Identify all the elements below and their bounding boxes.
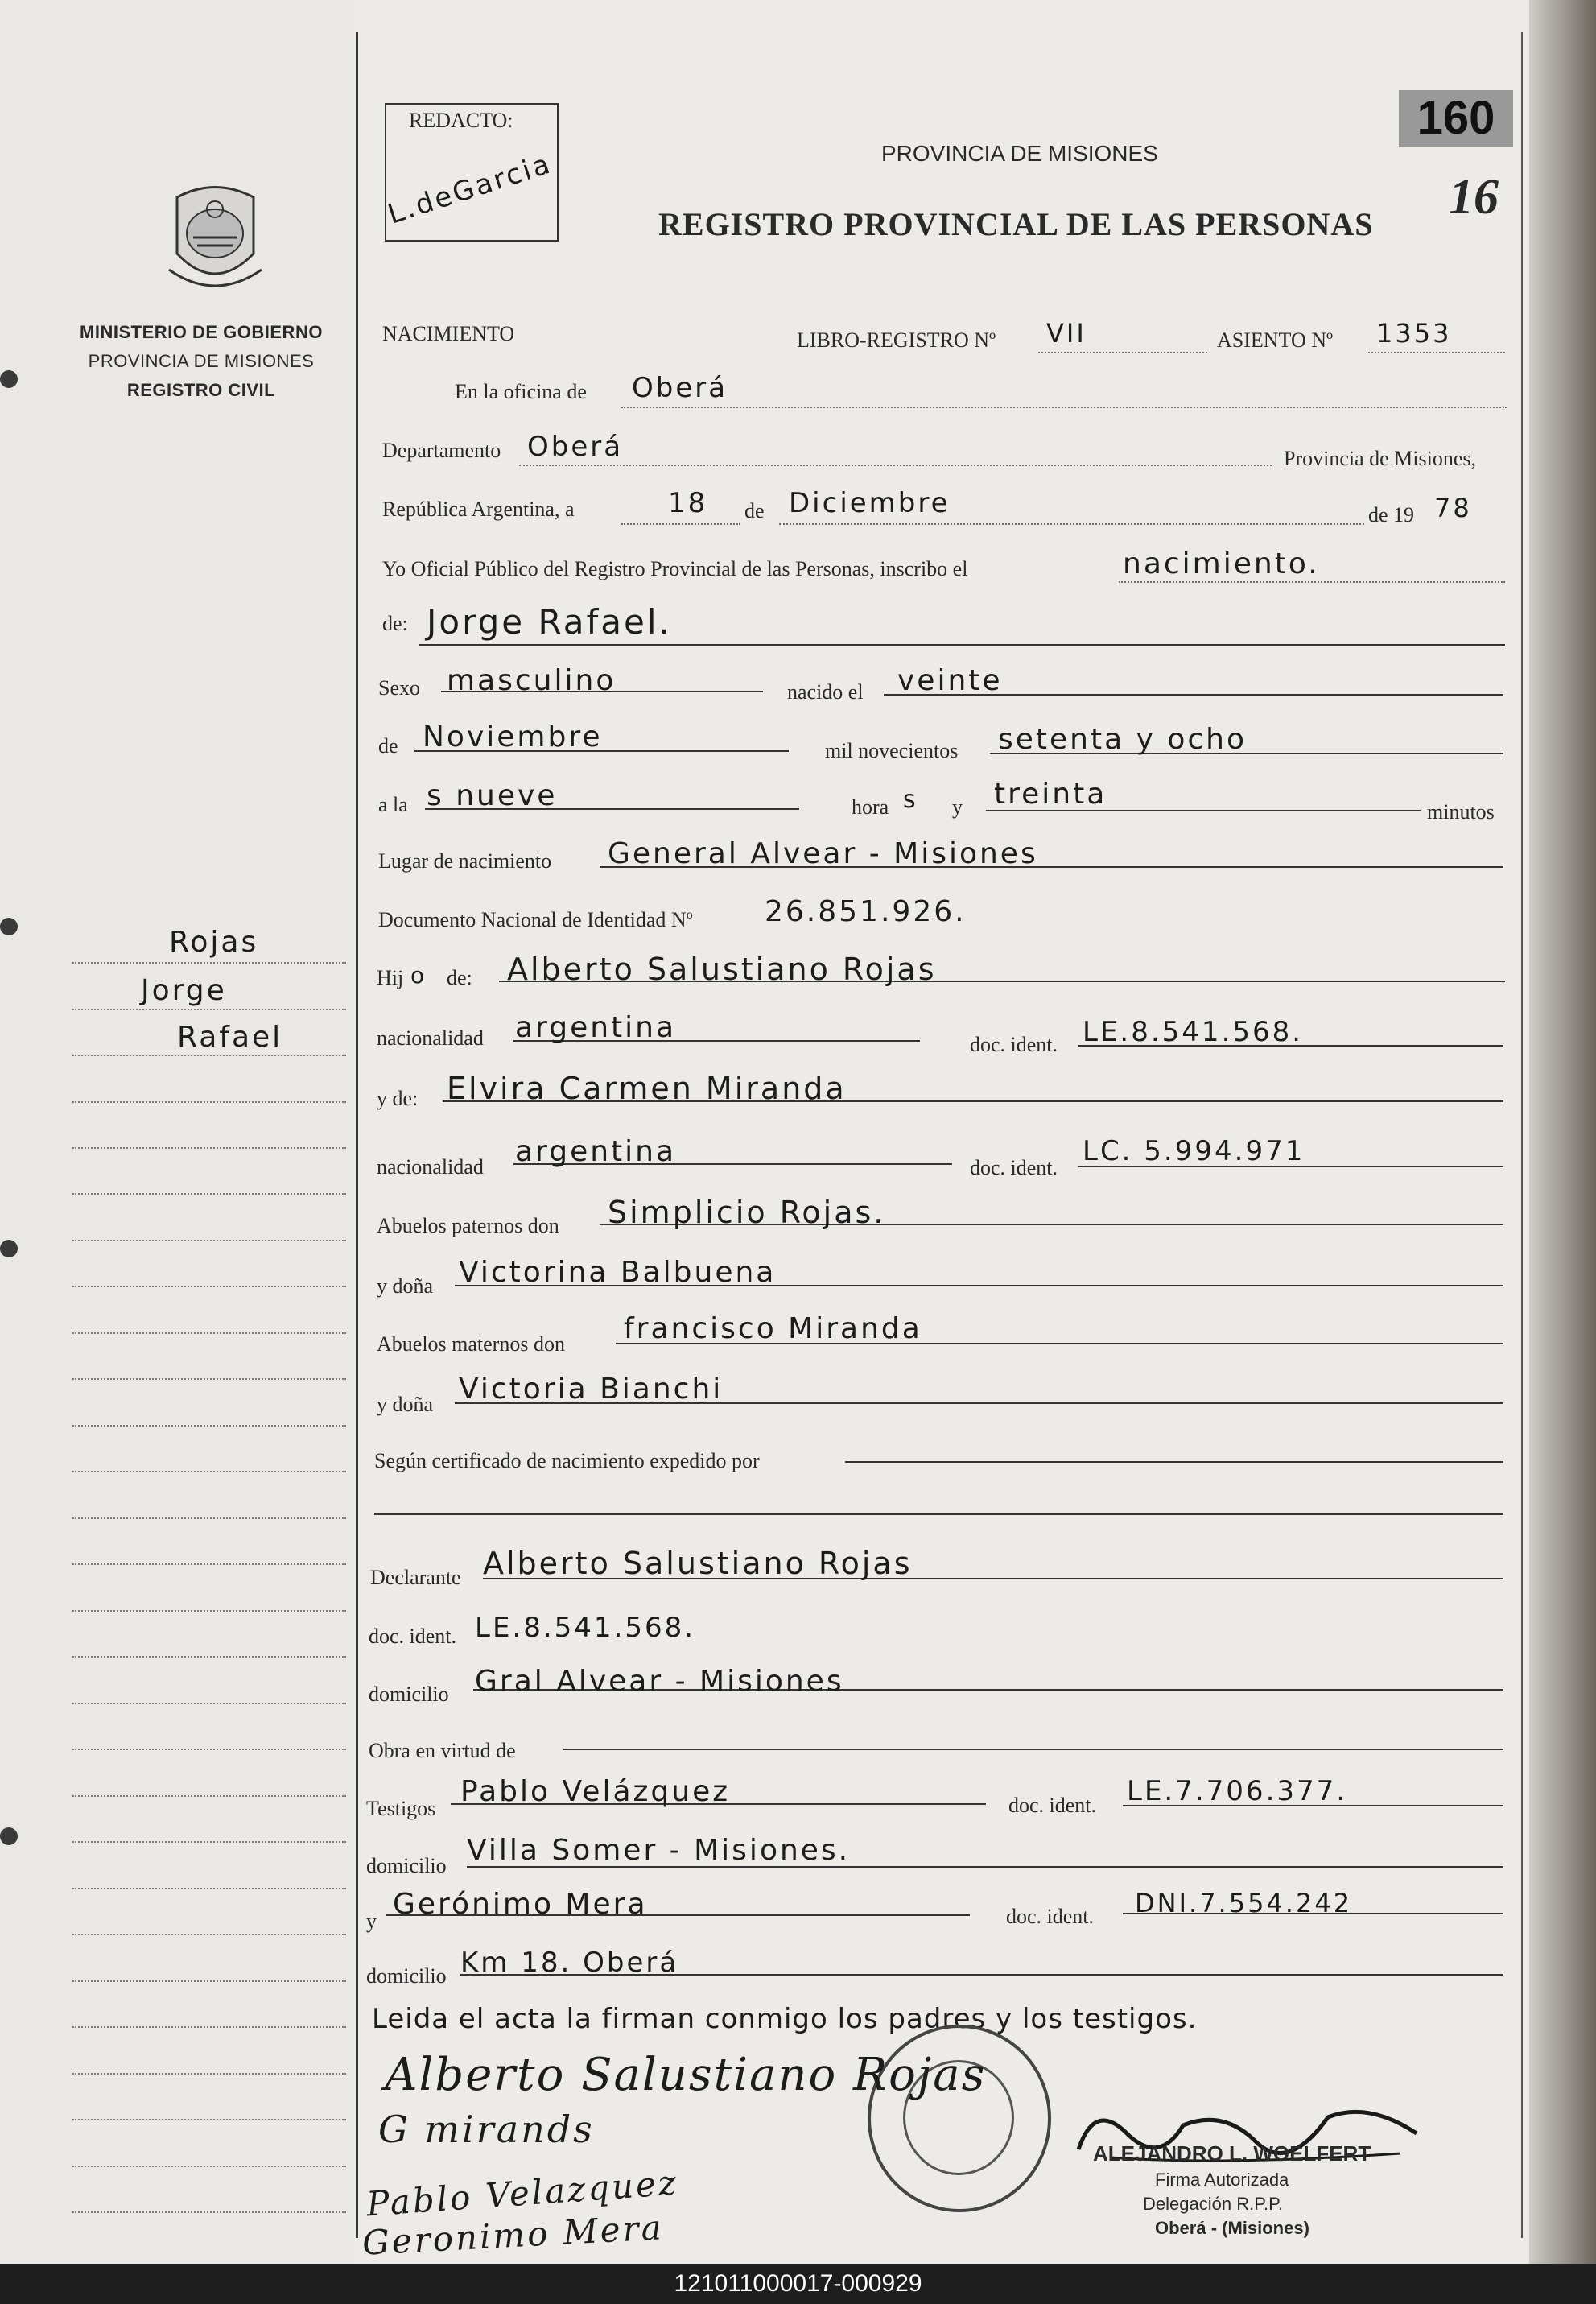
nacionalidad2-value: argentina [515,1135,677,1168]
redacto-signature: L.deGarcia [383,147,556,231]
oficial-text: Yo Oficial Público del Registro Provincial de las Personas, inscribo el [382,557,968,580]
abuelos-paternos-value: Simplicio Rojas. [608,1195,886,1230]
binder-hole [0,370,18,388]
asiento-label: ASIENTO Nº [1217,328,1334,352]
margin-note-surname: Rojas [169,926,259,959]
y-label: y [952,795,963,819]
ministry-line-2: PROVINCIA DE MISIONES [88,351,315,371]
alas-label: a la [378,793,408,816]
sexo-value: masculino [447,664,617,697]
child-name: Jorge Rafael. [427,602,672,642]
dom-testigo1-value: Villa Somer - Misiones. [467,1834,851,1867]
libro-label: LIBRO-REGISTRO Nº [797,328,996,352]
doc-testigo1-label: doc. ident. [1008,1794,1097,1817]
y2-label: y [366,1910,377,1933]
doc-testigo1-value: LE.7.706.377. [1127,1775,1348,1807]
dom-testigo2-label: domicilio [366,1964,447,1988]
certificado-label: Según certificado de nacimiento expedido por [374,1449,760,1472]
yde-label: y de: [377,1087,419,1110]
lugar-value: General Alvear - Misiones [608,837,1038,870]
testigo2-value: Gerónimo Mera [393,1888,648,1921]
year-value: 78 [1434,493,1472,523]
abuelos-paternos-label: Abuelos paternos don [377,1214,559,1237]
dona2-label: y doña [377,1393,434,1416]
libro-value: VII [1046,318,1087,349]
page-number-stamp: 160 [1399,90,1513,147]
lugar-label: Lugar de nacimiento [378,849,552,873]
redacto-label: REDACTO: [409,109,513,132]
doc1-label: doc. ident. [970,1033,1058,1056]
dom-testigo1-label: domicilio [366,1854,447,1877]
column-divider [356,32,358,2238]
page-edge [1529,0,1596,2264]
binder-hole [0,1827,18,1845]
official-title: Firma Autorizada [1155,2170,1289,2190]
republica-label: República Argentina, a [382,498,575,521]
hora-value: s nueve [427,779,558,812]
doc-testigo2-label: doc. ident. [1006,1905,1095,1928]
horas-label: hora [852,795,889,819]
doc1-value: LE.8.541.568. [1083,1016,1304,1048]
domicilio-label: domicilio [369,1683,449,1706]
dona1-value: Victorina Balbuena [459,1256,777,1289]
declarante-value: Alberto Salustiano Rojas [483,1546,913,1581]
doc2-label: doc. ident. [970,1156,1058,1179]
signature-witness1: Pablo Velazquez [365,2162,680,2224]
year-words: setenta y ocho [998,723,1248,756]
sexo-label: Sexo [378,676,420,700]
abuelos-maternos-value: francisco Miranda [624,1312,922,1345]
nacionalidad2-label: nacionalidad [377,1155,484,1179]
ministry-line-1: MINISTERIO DE GOBIERNO [80,322,323,342]
horas-suffix: s [903,786,918,814]
registry-title: REGISTRO PROVINCIAL DE LAS PERSONAS [658,206,1374,242]
official-place: Oberá - (Misiones) [1155,2218,1309,2238]
binder-hole [0,918,18,935]
testigos-label: Testigos [366,1797,436,1820]
mother-name: Elvira Carmen Miranda [447,1071,847,1106]
doc-declarante-label: doc. ident. [369,1625,457,1648]
declarante-label: Declarante [370,1566,461,1589]
leida-text: Leida el acta la firman conmigo los padres y los testigos. [372,2003,1198,2035]
right-border [1521,32,1523,2238]
birth-month: Noviembre [423,721,603,754]
departamento-label: Departamento [382,439,501,462]
hijo-de-label: de: [447,966,472,989]
dona2-value: Victoria Bianchi [459,1373,724,1406]
de2-label: de [378,734,398,758]
official-name: ALEJANDRO L. WOELFERT [1093,2141,1371,2166]
dona1-label: y doña [377,1274,434,1298]
year-label: de 19 [1368,503,1415,526]
signature-witness2: Geronimo Mera [361,2207,665,2263]
nacionalidad1-value: argentina [515,1011,677,1044]
nacido-value: veinte [897,664,1003,697]
hijo-suffix: o [410,962,427,989]
doc2-value: LC. 5.994.971 [1083,1135,1305,1167]
dni-label: Documento Nacional de Identidad Nº [378,908,693,931]
signature-mother: G mirands [378,2108,595,2151]
nacido-label: nacido el [787,680,864,704]
record-type: NACIMIENTO [382,322,515,345]
name-label: de: [382,612,408,635]
father-name: Alberto Salustiano Rojas [507,952,937,987]
provincial-crest-icon [161,173,270,302]
provincia-label: Provincia de Misiones, [1284,447,1477,470]
oficina-label: En la oficina de [455,380,587,403]
oficial-value: nacimiento. [1123,547,1320,580]
document-id-footer: 121011000017-000929 [0,2264,1596,2304]
testigo1-value: Pablo Velázquez [460,1775,731,1808]
dni-value: 26.851.926. [765,895,967,928]
day-value: 18 [668,487,708,519]
obra-label: Obra en virtud de [369,1739,516,1762]
asiento-value: 1353 [1376,318,1452,349]
binder-hole [0,1240,18,1257]
hijo-label: Hij [377,966,404,989]
doc-testigo2-value: DNI.7.554.242 [1135,1888,1353,1918]
oficina-value: Oberá [632,372,728,404]
official-role: Delegación R.P.P. [1143,2194,1284,2214]
dom-testigo2-value: Km 18. Oberá [460,1947,679,1979]
minutos-value: treinta [994,778,1107,811]
abuelos-maternos-label: Abuelos maternos don [377,1332,565,1356]
ministry-line-3: REGISTRO CIVIL [126,380,276,400]
de-label: de [744,499,765,522]
signature-declarante: Alberto Salustiano Rojas [385,2049,987,2101]
doc-declarante-value: LE.8.541.568. [475,1612,696,1644]
month-value: Diciembre [789,487,951,519]
margin-note-name2: Rafael [177,1021,283,1054]
departamento-value: Oberá [527,431,624,463]
nacionalidad1-label: nacionalidad [377,1026,484,1050]
domicilio-value: Gral Alvear - Misiones [475,1665,844,1698]
province-title: PROVINCIA DE MISIONES [881,141,1158,166]
margin-note-name1: Jorge [141,974,227,1007]
minutos-label: minutos [1427,800,1495,824]
mil-label: mil novecientos [825,739,959,762]
page-number-hand: 16 [1449,170,1499,225]
